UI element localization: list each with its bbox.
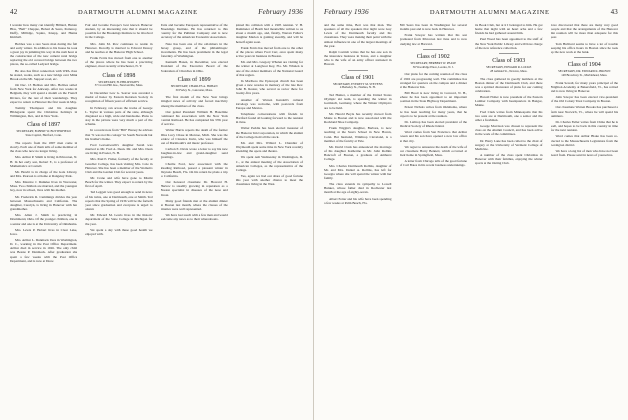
paragraph: Yes, again we had our share of good fortune this year with another chance to meet the classmates living in the West. (235, 174, 303, 187)
paragraph: I wonder how many can identify Hilliard, Hunter Hiss, "Bull" Chappie, Hebert & Sears, Pomeroy, Duffy, Millidge, Squire, Knapp, and Hanna Kimball. (10, 23, 78, 40)
class-heading: Class of 1898 (102, 72, 136, 79)
paragraph: Another of Warren Kendall's cultural travelogs was welcome, with postcards from Europe and Mexico. (235, 97, 303, 110)
paragraph: Walter Harris reports the death of the former Miss Lucy Chase in Monroe, Mich. She was the widow of Clarence Irwin, who was himself the son of Dartmouth's old music professor. (160, 128, 228, 145)
paragraph: We have lost touch with a few men and would welcome any news as to their whereabouts. (160, 213, 228, 222)
class-secretary: SECRETARY, HERBERT W. PEASE (410, 60, 457, 65)
paragraph: Mr. Crane and wife have gone to Miami Beach for the winter. They expect to return by the first of April. (85, 175, 153, 189)
paragraph: The reports from the 1897 men come in slowly. Each one of them tells of some member of the class who now no longer living. (10, 140, 78, 154)
paragraph: Mr. Hewitt is in charge of the Gale Library, and Mrs. Pearson is at home at Rangeley Park. (10, 169, 78, 178)
class-secretary: SECRETARY, DR. EDWARD K. BROWN (558, 69, 611, 74)
class-address: 30 Farley St., Lancaster, Mass. (175, 87, 213, 92)
paragraph: Mrs. Paul E. Fisher, formerly of the faculty at Goucher College, has been visiting Mrs. Cole in Hanover. She has been a member of the Woman's Club and the Garden Club for several years. (85, 157, 153, 174)
section-divider (348, 70, 368, 71)
paragraph: Dr. Lathrop has been elected president of the Medical Society of Rhode Island. (399, 119, 467, 129)
paragraph: Mrs. Maurice J. Dunklee lives in Worcester, Mass. Two children are married, and the youngest boy, now in school, lives with his mother. (10, 180, 78, 193)
paragraph: joined his collision with a 1905 reunion. V. H. Dammeier of Heath had meanwhile written to us about a month ago, and, finally, Warren Fuller's daughter Marion is gaining steadily, and will be herself again soon. (235, 23, 303, 44)
paragraph: The first month of the New Year brings mingled news of activity and forced inactivity among the members of the class. (160, 95, 228, 108)
paragraph: Tommy Thompson and his daughter Hildegarde spent the Christmas holidays in Wilmington, Del., and in New York. (10, 105, 78, 119)
paragraph: Bill Hood is now living in Concord, N. H., where he has been appointed to an important position in the State Highway Department. (399, 91, 467, 104)
paragraph: Bill Sears has been in Washington for several months past and is now back in Hanover. (399, 23, 467, 32)
paragraph: Word comes from San Francisco that Arthur Green and his son have opened a new law office in that city. (399, 130, 467, 143)
paragraph: In Marlboro the Episcopal church has been given a new reredos in memory of the late Rev. John B. Reuter, who served as rector there for twenty-five years. (235, 78, 303, 96)
paragraph: On Dec. 13 Hobbes and Mrs. Hobbes sailed from New York for Antwerp. After two weeks in Belgium, they will spend a month on the French Riviera, for the rest of their wanderings. They expect to return to Hanover the first week in May. (10, 83, 78, 104)
column-2 (400, 23, 468, 420)
paragraph: Paris and became European representative of the Brookings Institute. He has returned to this country for the Pullman Company and is now secretary of the American Economic Association. (160, 23, 228, 40)
class-address: 148 Broadway St., Marblehead, Mass. (561, 72, 608, 77)
page-header (10, 8, 303, 20)
paragraph: In February, ran across the tracks of George L. Taylor in various parts of the state, although disguised as a high, wide and handsome. Plans to stay in the picture were very much a part of the scheme. (85, 105, 153, 127)
class-secretary: SECRETARY, EVERETT M. STEVENS (332, 81, 383, 86)
page-header (324, 8, 618, 20)
column-3 (475, 23, 543, 420)
paragraph: George Morrison was chosen to represent the class on the Alumni Council, and has been active in the work of the committees. (475, 124, 543, 137)
paragraph: Dr. Harry Lane has been called to the chair of surgery at the University of Vermont College of Medicine. (475, 138, 543, 151)
column-1 (10, 23, 77, 420)
paragraph: Mr. David Clark has announced the marriage of his daughter Katherine to Mr. John Rollins Bancroft of Boston, a graduate of Amherst College. (324, 144, 392, 162)
class-secretary: SECRETARY, H. PHILIP PATEY (98, 79, 140, 84)
paragraph: Kenneth Hazen, in December, was elected President of the Executive Board of the Federation of Churches in Ohio. (160, 60, 228, 73)
paragraph: Fred Clark writes from Minneapolis that his two sons are at Dartmouth, one a senior and the other a freshman. (475, 109, 543, 122)
paragraph: Mrs. Lewis P. Hobart lives in Clear Lake, Iowa. (10, 227, 78, 236)
magazine-title: DARTMOUTH ALUMNI MAGAZINE (429, 9, 550, 16)
paragraph: Tom Hubbard seems to have a lot of trouble keeping his office hours in Boston since he took up the new work at the bank. (550, 41, 618, 54)
class-address: State Capitol, Hartford, Conn. (25, 133, 62, 138)
paragraph: Telephone conversations with friends in Hartford found all looking forward to the reunion in June. (235, 111, 303, 125)
columns (324, 23, 618, 420)
paragraph: Many good friends met at the alumni dinner in Boston last month, where the classes of the nineties were well represented. (160, 198, 228, 212)
paragraph: Nate has been one of the old-timers in the Jersey group, and of the philanthropic movements. He has been prominent in the legal fraternity of Washington. (160, 41, 228, 59)
paragraph: Frank Ferris has moved from one to the other of the places where Fred Carr, once spent many active years in business in Boston. (235, 45, 303, 59)
paragraph: Mr. Frederick R. Cummings divides the year between Massachusetts and California. The daughter, Carolyn, is living in Hanover with her grandmother. (10, 194, 78, 212)
class-address: 56 Woodridge Place, Leonia, N. J. (412, 64, 454, 69)
paragraph: Our honored classmate Dr. Howard H. Harlow is steadily growing in reputation as a Boston specialist in diseases of the nose and throat. (160, 180, 228, 197)
paragraph: Mr. Harold Boyle has recently moved from Maine to Boston and is now associated with the Rockland Shoe Company. (324, 111, 392, 125)
paragraph: Ted Leggett was good enough to send in news of his twins, one at Dartmouth, one at Smith. Ted reports that the Spring of 1936 will be the fortieth year since graduation and everyone is urged to attend. (85, 190, 153, 212)
paragraph: We regret to announce the death of the wife of our classmate Harry Bennett, which occurred at their home in Springfield, Mass. (399, 144, 467, 158)
paragraph: Ralph Cornish writes that he has one son in the insurance business in Texas, and a daughter who is the wife of an army officer stationed in Hawaii. (324, 49, 392, 67)
paragraph: Fred Leavenworth's daughter Sarah was married to Mr. Fred A. Dean. Mr. and Mrs. Dean are living in Exeter, N. H. (85, 142, 153, 156)
paragraph: Ernest Nichols writes from Oklahoma, where he has been teaching for many years, that he expects to be present at the reunion. (399, 105, 467, 118)
page-number: 42 (10, 8, 18, 16)
class-secretary: SECRETARY, EDWARD R. LOCKE (486, 64, 532, 69)
column-1 (324, 23, 392, 420)
paragraph: We spent a day with these good health we enjoyed with. (85, 227, 153, 236)
column-3 (161, 23, 228, 420)
paragraph: Mr. and Mrs. Willard L. Chandler of Weymouth spent some time in New York recently attending the opera and theatre. (235, 140, 303, 154)
class-heading: Class of 1902 (416, 53, 450, 60)
paragraph: Mrs. Allen J. Smith is practicing in Drummond, Okla. Of the younger children, one is a senior and one is at the University of Oklahoma. (10, 213, 78, 226)
paragraph: Hobbes was a rare Sears man during the fall and early winter. In addition to his house he took a great joy in jamming his way in the rush hour at the construction of the new cement rural bridge replacing the old covered bridge between the two places, the so-called Ledyard bridge. (10, 41, 78, 67)
column-2 (85, 23, 152, 420)
class-heading: Class of 1904 (567, 62, 601, 69)
column-4 (551, 23, 619, 420)
paragraph: John Sawyer has been elected vice-president of the Old Colony Trust Company in Boston. (550, 95, 618, 104)
paragraph: Mr. Edward M. Lewis lives in the historic department of the State College in Michigan for the year. (85, 213, 153, 226)
paragraph: Our classmate Warren Brooks has purchased a farm near Norwich, Vt., where he will spend his summers. (550, 105, 618, 118)
paragraph: A letter from Chicago tells of the good fortune of Carl Bates in his recent business undertakings. (399, 159, 467, 168)
paragraph: In December Lew G. Seaver was awarded a medal of honor by Eastern Rotation Society in recognition of fifteen years of efficient service. (85, 91, 153, 104)
class-address: 28 Ashland St., Newton, Mass. (490, 68, 528, 73)
paragraph: Frank Ferris has moved from one to another of the places where he has been a practicing engineer, most recently at Rochester, N. Y. (85, 56, 153, 69)
class-address: 4 Berkeley St., Nashua, N. H. (339, 85, 376, 90)
paragraph: its Book Club, but at it I belonged to him. He got home that night with an heart ache and a few friends he had gathered around him. (475, 23, 543, 36)
columns (10, 23, 303, 420)
paragraph: Carlton E. Davis wrote a letter to say his new daughter-in-law and grand-daughter send greetings. (160, 147, 228, 160)
paragraph: The class extends its sympathy to Lowell Bunker, whose father died in Rochester last month at the age of eighty-seven. (324, 182, 392, 195)
paragraph: Harold Fisher is now president of the Eastern Lumber Company with headquarters in Bangor, Maine. (475, 95, 543, 108)
paragraph: have discovered that there are many very good people and that the arrangements of the Hanover Inn reunion will be more than adequate for this year. (550, 23, 618, 40)
paragraph: Word comes that Arthur Blake has been re-elected to the Massachusetts Legislature from the Lexington district. (550, 134, 618, 147)
paragraph: Mrs. Charles Dartmouth Rollins, daughter of Mr. and Mrs. Daniel A. Rollins, has left for Georgia where she will spend the winter with her family. (324, 163, 392, 180)
column-4 (236, 23, 303, 420)
section-divider (499, 53, 519, 54)
magazine-title: DARTMOUTH ALUMNI MAGAZINE (77, 9, 198, 16)
paragraph: Ted Hunter, a member of the United States Olympic ski team, is spending the winter in Garmisch, Germany, where the Winter Olympics are to be held. (324, 93, 392, 110)
section-divider (574, 57, 594, 58)
class-secretary: SECRETARY, CHARLES A. HOBAN (170, 83, 218, 88)
paragraph: Mrs. John M. Pow continues to reside in Hanover. Dorothy is married to Edward Dewey and he teaches at the Hanover High School. (85, 41, 153, 54)
class-heading: Class of 1901 (341, 74, 375, 81)
paragraph: Frank Sewall, for many years principal of the Brighton Academy at Bakersfield, Vt., has retired and is now living in Hanover. (550, 80, 618, 93)
class-heading: Class of 1903 (492, 57, 526, 64)
class-heading: Class of 1899 (177, 76, 211, 83)
paragraph: Mr. and Mrs. Gregory Whalen are visiting for the winter at Longboat Key, Fla. Mr. Whalen is one of the oldest members of the National Guard of that region. (235, 60, 303, 77)
paragraph: Walter Peddie has been elected treasurer of the Hanover Inn Corporation, in which the alumni of the College hold all the stock. (235, 126, 303, 139)
section-divider (423, 49, 443, 50)
class-heading: Class of 1897 (27, 122, 61, 129)
paragraph: We have a long list of men who have not been heard from. Please send in news of yourselves. (550, 148, 618, 158)
issue-date: February 1936 (258, 8, 303, 16)
paragraph: Our genial President William H. Hazeltine continued his association with the New York Central Railroad. He has completed his 37th year of service. (160, 109, 228, 127)
paragraph: Mrs. Arthur P. Smith is living in Princeton, N. H. In her early son, Robert F., is a professor of Mathematics at Cornell. (10, 155, 78, 168)
paragraph: Dr. Charles Fuller writes from China that he is well, and hopes to be back in this country in time for the next reunion. (550, 119, 618, 133)
class-address: 37 Crown Hill Ave., Newtonville, Mass. (94, 83, 144, 88)
class-secretary: SECRETARY, ELBERT W. BUTTERFIELD (16, 129, 71, 134)
paragraph: Albert Fetter and his wife have been spending a few weeks at Palm Beach, Fla. (324, 196, 392, 205)
issue-date: February 1936 (324, 8, 369, 16)
page-number: 43 (610, 8, 618, 16)
paragraph: Fair and became Europe's best known Hanover student, by an interesting rule that it should be possible for the Brookings Institute to be involved in the College. (85, 23, 153, 40)
paragraph: A number of the class spent Christmas in Hanover with their families, enjoying the winter sports at the Outing Club. (475, 153, 543, 166)
right-page (314, 0, 628, 420)
paragraph: Paul Wood has been appointed to the staff of the New York Public Library and will have charge of the new reference collection. (475, 37, 543, 50)
paragraph: and the same time, Bert was that man. The speakers of all the speakers that night were Guy Lewis of the Dartmouth faculty and his classmates. They were making their point with the utmost influence in one of the largest meetings of the year. (324, 23, 392, 48)
paragraph: Charlie Ford, now associated with the Reading Railroad, passed a pleasant winter in Daytona Beach, Fla. On his return he plans a trip to California. (160, 161, 228, 178)
paragraph: We spent Ash Wednesday in Washington, D. C., at the annual meeting of the Association of American Colleges, as the representative of the College. (235, 155, 303, 172)
paragraph: The class gathered in goodly numbers at the Boston dinner of the Dartmouth Club, and there was a spirited discussion of plans for our coming celebration. (475, 76, 543, 93)
paragraph: Frank Sawyer has written that his son graduated from Princeton last June and is now studying law at Harvard. (399, 33, 467, 46)
paragraph: Frank Wiggin's daughter, Barbara, is now teaching at the Storrs School in New Haven, Conn. Her husband, Winthrop Cleveland, is a member of the faculty at Yale. (324, 126, 392, 143)
paragraph: In a recent note from "Bill" Hersey he advises that "it was not his cottage" in South Norwalk but his brother's home. (85, 128, 153, 141)
paragraph: He also has filial connection with WPA class he stated, works, such as a new bridge over Mink Brook on the Mt. Support road, etc. (10, 68, 78, 81)
paragraph: Mrs. Arthur L. Dunmack lives in Washington, D. C., working in the Post Office Department. Arthur died in service in 1926. The only child was Bessie P. Dunmack. After graduation she spent a few weeks with the Post Office Department, and is now at Drew. (10, 238, 78, 263)
paragraph: Our plans for the coming reunion of the class of 1902 are progressing well. The committee has arranged for quarters on the campus and a dinner at the Hanover Inn. (399, 72, 467, 89)
